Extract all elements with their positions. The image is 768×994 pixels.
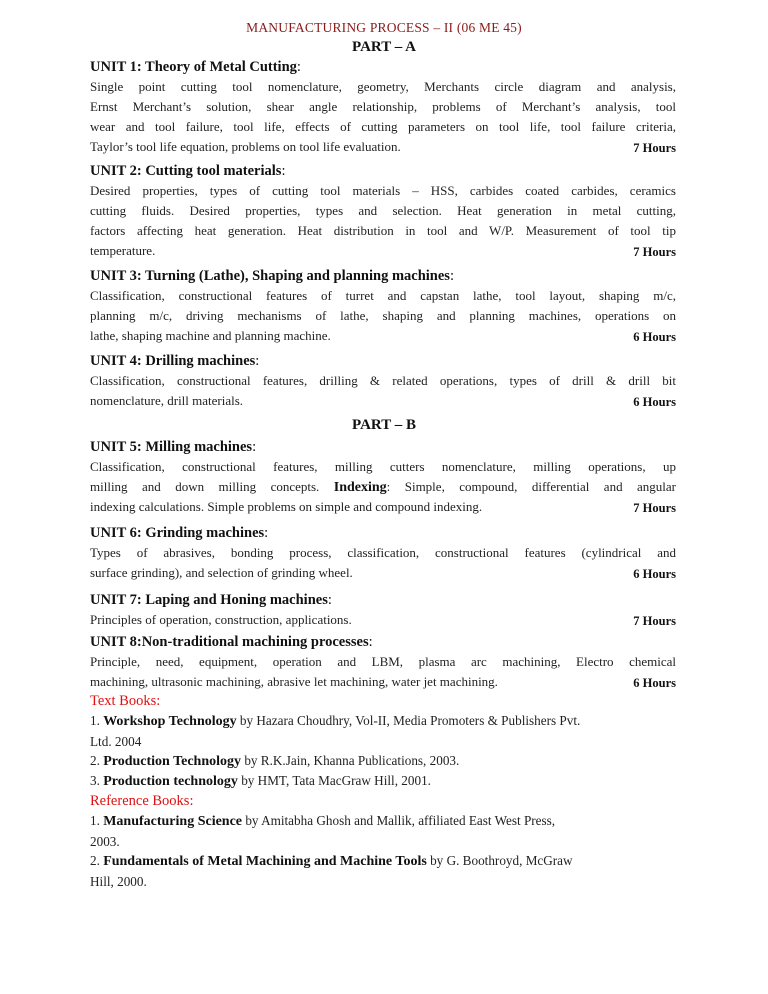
unit-description — [90, 543, 676, 583]
unit-2 — [90, 161, 676, 261]
text-line: cutting fluids. Desired properties, types and selection. Heat generation in metal cutting, — [90, 203, 676, 218]
unit-3 — [90, 266, 676, 346]
text-book-1: 1. Workshop Technology by Hazara Choudhry, Vol-II, Media Promoters & Publishers Pvt. Ltd. 2004 — [90, 713, 581, 749]
unit-1 — [90, 57, 676, 157]
hours-label: 6 Hours — [633, 567, 676, 581]
text-line: Types of abrasives, bonding process, classification, constructional features (cylindrical and — [90, 545, 676, 560]
text-line: Ernst Merchant’s solution, shear angle relationship, problems of Merchant’s analysis, tool — [90, 99, 676, 114]
reference-book-2: 2. Fundamentals of Metal Machining and Machine Tools by G. Boothroyd, McGraw Hill, 2000. — [90, 853, 573, 889]
hours-label: 6 Hours — [633, 330, 676, 344]
text-line: machining, ultrasonic machining, abrasive let machining, water jet machining. 6 Hours — [90, 672, 676, 692]
unit-4 — [90, 351, 676, 411]
unit-description — [90, 457, 676, 517]
unit-heading: UNIT 5: Milling machines: — [90, 439, 257, 455]
unit-heading: UNIT 1: Theory of Metal Cutting: — [90, 59, 301, 75]
unit-7 — [90, 590, 676, 630]
unit-description — [90, 371, 676, 411]
part-b-heading: PART – B — [352, 417, 416, 433]
text-line: surface grinding), and selection of grinding wheel. 6 Hours — [90, 563, 676, 583]
unit-description — [90, 652, 676, 692]
text-line: Principles of operation, construction, applications. 7 Hours — [90, 610, 676, 630]
text-line: Taylor’s tool life equation, problems on tool life evaluation. 7 Hours — [90, 137, 676, 157]
unit-description — [90, 181, 676, 261]
unit-heading: UNIT 8:Non-traditional machining processes: — [90, 634, 373, 650]
text-line: Classification, constructional features, drilling & related operations, types of drill & drill bit — [90, 373, 676, 388]
hours-label: 7 Hours — [633, 501, 676, 515]
text-line: planning m/c, driving mechanisms of lathe, shaping and planning machines, operations on — [90, 308, 676, 323]
text-line: wear and tool failure, tool life, effects of cutting parameters on tool life, tool failure criteria, — [90, 119, 676, 134]
unit-heading: UNIT 6: Grinding machines: — [90, 525, 269, 541]
unit-description — [90, 286, 676, 346]
text-line: milling and down milling concepts. Indexing: Simple, compound, differential and angular — [90, 479, 676, 495]
text-line: factors affecting heat generation. Heat distribution in tool and W/P. Measurement of tool tip — [90, 223, 676, 238]
text-line: Principle, need, equipment, operation and LBM, plasma arc machining, Electro chemical — [90, 654, 676, 669]
unit-description — [90, 77, 676, 157]
unit-6 — [90, 523, 676, 583]
text-book-2: 2. Production Technology by R.K.Jain, Khanna Publications, 2003. — [90, 753, 460, 769]
hours-label: 7 Hours — [633, 245, 676, 259]
text-line: lathe, shaping machine and planning machine. 6 Hours — [90, 326, 676, 346]
unit-description — [90, 610, 676, 630]
unit-8 — [90, 632, 676, 692]
hours-label: 6 Hours — [633, 395, 676, 409]
unit-heading: UNIT 4: Drilling machines: — [90, 353, 260, 369]
document-title: MANUFACTURING PROCESS – II (06 ME 45) — [246, 20, 522, 35]
reference-books-heading: Reference Books: — [90, 793, 194, 809]
text-line: Desired properties, types of cutting tool materials – HSS, carbides coated carbides, ceramics — [90, 183, 676, 198]
unit-heading: UNIT 7: Laping and Honing machines: — [90, 592, 332, 608]
unit-heading: UNIT 3: Turning (Lathe), Shaping and planning machines: — [90, 268, 454, 284]
unit-5 — [90, 437, 676, 517]
hours-label: 6 Hours — [633, 676, 676, 690]
text-book-3: 3. Production technology by HMT, Tata MacGraw Hill, 2001. — [90, 773, 431, 789]
text-line: Classification, constructional features, milling cutters nomenclature, milling operations, up — [90, 459, 676, 474]
unit-heading: UNIT 2: Cutting tool materials: — [90, 163, 286, 179]
part-a-heading: PART – A — [352, 39, 416, 55]
text-line: indexing calculations. Simple problems on simple and compound indexing. 7 Hours — [90, 497, 676, 517]
reference-book-1: 1. Manufacturing Science by Amitabha Ghosh and Mallik, affiliated East West Press, 2003. — [90, 813, 556, 849]
hours-label: 7 Hours — [633, 141, 676, 155]
text-line: nomenclature, drill materials. 6 Hours — [90, 391, 676, 411]
text-line: Single point cutting tool nomenclature, geometry, Merchants circle diagram and analysis, — [90, 79, 676, 94]
text-books-heading: Text Books: — [90, 693, 161, 709]
hours-label: 7 Hours — [633, 614, 676, 628]
text-line: Classification, constructional features of turret and capstan lathe, tool layout, shaping m/c, — [90, 288, 676, 303]
text-line: temperature. 7 Hours — [90, 241, 676, 261]
indexing-term: Indexing — [333, 480, 387, 495]
